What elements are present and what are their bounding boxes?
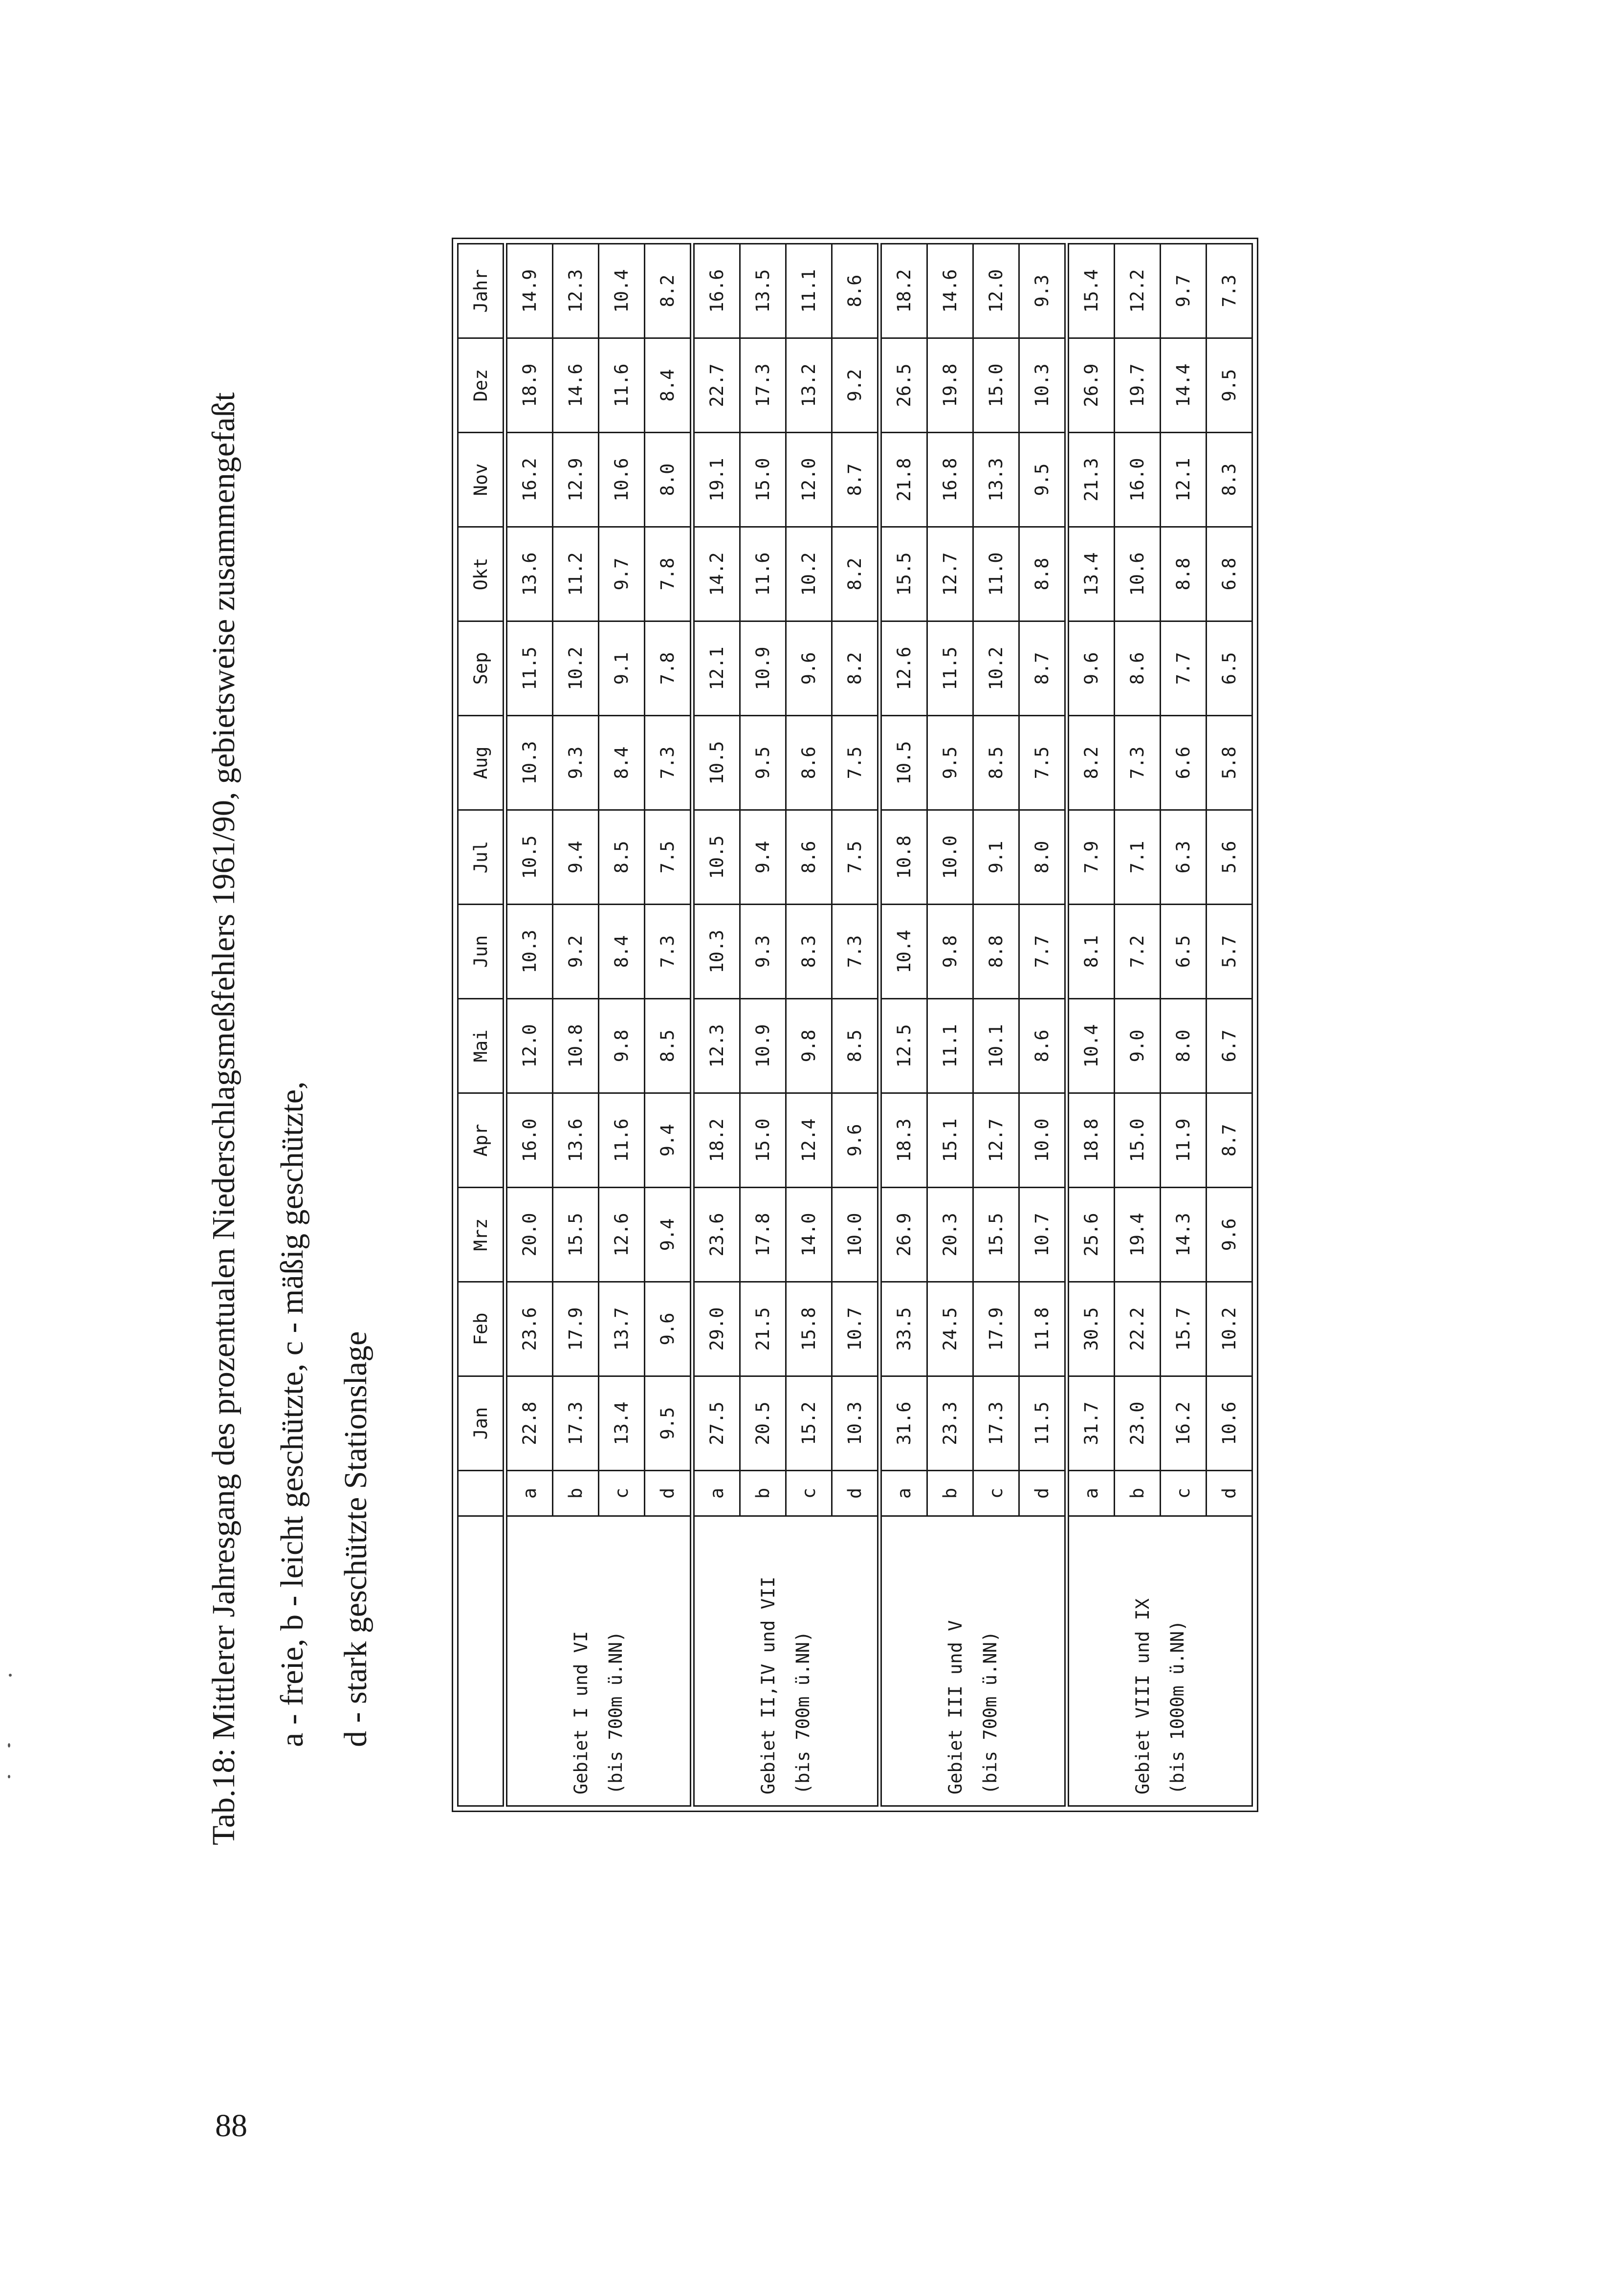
value-cell: 9.6: [1067, 621, 1115, 716]
value-cell: 8.6: [1115, 621, 1161, 716]
value-cell: 10.5: [505, 810, 553, 905]
value-cell: 9.5: [1207, 338, 1252, 433]
value-cell: 15.0: [1115, 1093, 1161, 1188]
value-cell: 13.3: [973, 433, 1019, 527]
value-cell: 13.4: [599, 1376, 645, 1471]
value-cell: 8.8: [1161, 527, 1207, 621]
value-cell: 9.6: [1207, 1188, 1252, 1282]
value-cell: 7.5: [832, 716, 880, 810]
value-cell: 20.0: [505, 1188, 553, 1282]
table-caption-title: Tab.18: Mittlerer Jahresgang des prozentualen Niederschlagsmeßfehlers 1961/90, gebietsweise zusammengefaßt: [206, 392, 241, 1845]
value-cell: 10.7: [1019, 1188, 1067, 1282]
value-cell: 21.3: [1067, 433, 1115, 527]
value-cell: 30.5: [1067, 1282, 1115, 1376]
exposure-class-cell: b: [740, 1471, 786, 1516]
value-cell: 12.0: [505, 999, 553, 1093]
value-cell: 10.2: [553, 621, 599, 716]
value-cell: 17.8: [740, 1188, 786, 1282]
value-cell: 8.6: [832, 244, 880, 338]
value-cell: 9.1: [599, 621, 645, 716]
value-cell: 6.7: [1207, 999, 1252, 1093]
value-cell: 24.5: [927, 1282, 973, 1376]
value-cell: 8.2: [1067, 716, 1115, 810]
value-cell: 11.5: [927, 621, 973, 716]
region-name: Gebiet II,IV und VII: [758, 1576, 779, 1794]
value-cell: 5.8: [1207, 716, 1252, 810]
value-cell: 31.7: [1067, 1376, 1115, 1471]
value-cell: 18.2: [692, 1093, 740, 1188]
value-cell: 7.5: [1019, 716, 1067, 810]
value-cell: 9.8: [927, 905, 973, 999]
value-cell: 8.0: [645, 433, 693, 527]
value-cell: 15.8: [786, 1282, 832, 1376]
value-cell: 9.6: [786, 621, 832, 716]
scan-speck: [9, 1674, 12, 1677]
value-cell: 22.8: [505, 1376, 553, 1471]
value-cell: 7.9: [1067, 810, 1115, 905]
value-cell: 26.5: [879, 338, 927, 433]
table-header-row: [458, 244, 505, 1806]
exposure-class-cell: d: [832, 1471, 880, 1516]
value-cell: 8.4: [645, 338, 693, 433]
value-cell: 16.2: [1161, 1376, 1207, 1471]
column-header: Okt: [458, 527, 505, 621]
value-cell: 12.1: [1161, 433, 1207, 527]
value-cell: 7.3: [832, 905, 880, 999]
value-cell: 10.2: [786, 527, 832, 621]
value-cell: 8.3: [1207, 433, 1252, 527]
exposure-class-cell: d: [1019, 1471, 1067, 1516]
value-cell: 16.2: [505, 433, 553, 527]
region-altitude-note: (bis 700m ü.NN): [605, 1631, 626, 1794]
value-cell: 12.0: [973, 244, 1019, 338]
value-cell: 21.5: [740, 1282, 786, 1376]
value-cell: 6.5: [1207, 621, 1252, 716]
value-cell: 17.9: [553, 1282, 599, 1376]
value-cell: 10.3: [832, 1376, 880, 1471]
value-cell: 8.6: [786, 810, 832, 905]
value-cell: 19.1: [692, 433, 740, 527]
value-cell: 8.6: [786, 716, 832, 810]
value-cell: 14.2: [692, 527, 740, 621]
value-cell: 29.0: [692, 1282, 740, 1376]
region-cell: [879, 1516, 1067, 1806]
value-cell: 11.0: [973, 527, 1019, 621]
column-header: Dez: [458, 338, 505, 433]
exposure-class-cell: d: [1207, 1471, 1252, 1516]
value-cell: 13.4: [1067, 527, 1115, 621]
value-cell: 8.2: [832, 527, 880, 621]
value-cell: 11.9: [1161, 1093, 1207, 1188]
value-cell: 9.3: [740, 905, 786, 999]
value-cell: 26.9: [879, 1188, 927, 1282]
value-cell: 8.7: [1207, 1093, 1252, 1188]
value-cell: 10.0: [832, 1188, 880, 1282]
value-cell: 11.5: [1019, 1376, 1067, 1471]
region-cell: [1067, 1516, 1252, 1806]
value-cell: 8.6: [1019, 999, 1067, 1093]
value-cell: 6.3: [1161, 810, 1207, 905]
value-cell: 10.5: [692, 810, 740, 905]
value-cell: 7.7: [1161, 621, 1207, 716]
value-cell: 15.1: [927, 1093, 973, 1188]
value-cell: 8.8: [1019, 527, 1067, 621]
value-cell: 8.0: [1161, 999, 1207, 1093]
exposure-class-cell: c: [1161, 1471, 1207, 1516]
value-cell: 10.3: [505, 905, 553, 999]
value-cell: 8.8: [973, 905, 1019, 999]
value-cell: 15.5: [879, 527, 927, 621]
value-cell: 9.6: [645, 1282, 693, 1376]
value-cell: 12.6: [879, 621, 927, 716]
value-cell: 7.3: [645, 905, 693, 999]
value-cell: 13.2: [786, 338, 832, 433]
value-cell: 27.5: [692, 1376, 740, 1471]
value-cell: 16.0: [505, 1093, 553, 1188]
value-cell: 23.6: [505, 1282, 553, 1376]
value-cell: 13.5: [740, 244, 786, 338]
value-cell: 7.3: [645, 716, 693, 810]
value-cell: 6.6: [1161, 716, 1207, 810]
value-cell: 10.3: [692, 905, 740, 999]
value-cell: 14.3: [1161, 1188, 1207, 1282]
exposure-class-cell: c: [786, 1471, 832, 1516]
value-cell: 10.9: [740, 999, 786, 1093]
value-cell: 9.6: [832, 1093, 880, 1188]
value-cell: 12.4: [786, 1093, 832, 1188]
value-cell: 18.8: [1067, 1093, 1115, 1188]
table-caption-legend-line-2: d - stark geschützte Stationslage: [338, 1331, 373, 1747]
region-altitude-note: (bis 700m ü.NN): [979, 1631, 1001, 1794]
value-cell: 8.1: [1067, 905, 1115, 999]
value-cell: 8.5: [599, 810, 645, 905]
value-cell: 10.3: [1019, 338, 1067, 433]
value-cell: 10.5: [879, 716, 927, 810]
value-cell: 9.8: [786, 999, 832, 1093]
value-cell: 8.2: [832, 621, 880, 716]
value-cell: 9.5: [1019, 433, 1067, 527]
value-cell: 9.4: [553, 810, 599, 905]
value-cell: 23.3: [927, 1376, 973, 1471]
value-cell: 9.8: [599, 999, 645, 1093]
value-cell: 31.6: [879, 1376, 927, 1471]
table-row: [505, 244, 553, 1806]
value-cell: 23.6: [692, 1188, 740, 1282]
value-cell: 9.1: [973, 810, 1019, 905]
value-cell: 10.7: [832, 1282, 880, 1376]
value-cell: 12.1: [692, 621, 740, 716]
value-cell: 9.5: [645, 1376, 693, 1471]
value-cell: 17.3: [553, 1376, 599, 1471]
exposure-class-cell: a: [505, 1471, 553, 1516]
value-cell: 21.8: [879, 433, 927, 527]
value-cell: 15.2: [786, 1376, 832, 1471]
value-cell: 8.0: [1019, 810, 1067, 905]
value-cell: 8.5: [832, 999, 880, 1093]
value-cell: 12.3: [553, 244, 599, 338]
value-cell: 8.4: [599, 905, 645, 999]
exposure-class-cell: b: [927, 1471, 973, 1516]
exposure-class-cell: a: [692, 1471, 740, 1516]
value-cell: 10.6: [1207, 1376, 1252, 1471]
value-cell: 5.7: [1207, 905, 1252, 999]
value-cell: 13.7: [599, 1282, 645, 1376]
value-cell: 12.7: [973, 1093, 1019, 1188]
value-cell: 10.8: [879, 810, 927, 905]
value-cell: 15.0: [973, 338, 1019, 433]
value-cell: 14.0: [786, 1188, 832, 1282]
value-cell: 7.5: [832, 810, 880, 905]
value-cell: 7.8: [645, 621, 693, 716]
value-cell: 12.9: [553, 433, 599, 527]
value-cell: 9.4: [645, 1188, 693, 1282]
value-cell: 14.6: [927, 244, 973, 338]
table-caption-legend-line-1: a - freie, b - leicht geschützte, c - mäßig geschützte,: [274, 1081, 310, 1747]
header-corner-cell: [458, 1516, 505, 1806]
value-cell: 9.3: [1019, 244, 1067, 338]
region-altitude-note: (bis 1000m ü.NN): [1166, 1620, 1188, 1794]
value-cell: 23.0: [1115, 1376, 1161, 1471]
value-cell: 11.5: [505, 621, 553, 716]
table-frame: [452, 238, 1258, 1812]
column-header: Jun: [458, 905, 505, 999]
value-cell: 11.1: [927, 999, 973, 1093]
page-number: 88: [215, 2108, 247, 2144]
value-cell: 9.3: [553, 716, 599, 810]
value-cell: 11.1: [786, 244, 832, 338]
value-cell: 15.4: [1067, 244, 1115, 338]
value-cell: 10.4: [879, 905, 927, 999]
value-cell: 8.4: [599, 716, 645, 810]
exposure-class-cell: c: [973, 1471, 1019, 1516]
value-cell: 12.5: [879, 999, 927, 1093]
value-cell: 20.3: [927, 1188, 973, 1282]
value-cell: 9.7: [1161, 244, 1207, 338]
value-cell: 10.6: [1115, 527, 1161, 621]
scan-speck: [8, 1743, 10, 1748]
value-cell: 10.4: [599, 244, 645, 338]
value-cell: 9.0: [1115, 999, 1161, 1093]
value-cell: 16.0: [1115, 433, 1161, 527]
value-cell: 7.3: [1115, 716, 1161, 810]
value-cell: 12.2: [1115, 244, 1161, 338]
value-cell: 10.2: [1207, 1282, 1252, 1376]
exposure-class-cell: a: [879, 1471, 927, 1516]
value-cell: 7.8: [645, 527, 693, 621]
value-cell: 15.5: [553, 1188, 599, 1282]
header-class-cell: [458, 1471, 505, 1516]
value-cell: 7.2: [1115, 905, 1161, 999]
value-cell: 9.2: [553, 905, 599, 999]
value-cell: 14.6: [553, 338, 599, 433]
value-cell: 10.1: [973, 999, 1019, 1093]
value-cell: 17.9: [973, 1282, 1019, 1376]
exposure-class-cell: d: [645, 1471, 693, 1516]
region-name: Gebiet III und V: [945, 1620, 966, 1794]
value-cell: 11.8: [1019, 1282, 1067, 1376]
value-cell: 10.2: [973, 621, 1019, 716]
value-cell: 8.5: [973, 716, 1019, 810]
value-cell: 9.5: [927, 716, 973, 810]
region-altitude-note: (bis 700m ü.NN): [792, 1631, 813, 1794]
value-cell: 9.2: [832, 338, 880, 433]
column-header: Jan: [458, 1376, 505, 1471]
value-cell: 18.2: [879, 244, 927, 338]
value-cell: 19.4: [1115, 1188, 1161, 1282]
column-header: Sep: [458, 621, 505, 716]
value-cell: 9.5: [740, 716, 786, 810]
value-cell: 5.6: [1207, 810, 1252, 905]
scan-speck: [8, 1775, 10, 1778]
value-cell: 25.6: [1067, 1188, 1115, 1282]
value-cell: 8.5: [645, 999, 693, 1093]
value-cell: 11.6: [599, 338, 645, 433]
value-cell: 8.7: [1019, 621, 1067, 716]
value-cell: 17.3: [973, 1376, 1019, 1471]
value-cell: 12.0: [786, 433, 832, 527]
column-header: Mai: [458, 999, 505, 1093]
value-cell: 15.0: [740, 433, 786, 527]
value-cell: 10.8: [553, 999, 599, 1093]
value-cell: 9.7: [599, 527, 645, 621]
exposure-class-cell: b: [553, 1471, 599, 1516]
value-cell: 6.8: [1207, 527, 1252, 621]
value-cell: 11.6: [740, 527, 786, 621]
value-cell: 18.3: [879, 1093, 927, 1188]
value-cell: 7.1: [1115, 810, 1161, 905]
region-name: Gebiet VIII und IX: [1132, 1598, 1154, 1794]
value-cell: 12.3: [692, 999, 740, 1093]
column-header: Aug: [458, 716, 505, 810]
value-cell: 22.7: [692, 338, 740, 433]
value-cell: 10.0: [1019, 1093, 1067, 1188]
value-cell: 20.5: [740, 1376, 786, 1471]
value-cell: 10.5: [692, 716, 740, 810]
value-cell: 14.9: [505, 244, 553, 338]
region-cell: [505, 1516, 692, 1806]
value-cell: 17.3: [740, 338, 786, 433]
value-cell: 11.2: [553, 527, 599, 621]
region-name: Gebiet I und VI: [571, 1631, 592, 1794]
exposure-class-cell: a: [1067, 1471, 1115, 1516]
exposure-class-cell: c: [599, 1471, 645, 1516]
table-row: [879, 244, 927, 1806]
value-cell: 12.6: [599, 1188, 645, 1282]
value-cell: 9.4: [645, 1093, 693, 1188]
value-cell: 16.8: [927, 433, 973, 527]
value-cell: 12.7: [927, 527, 973, 621]
value-cell: 8.7: [832, 433, 880, 527]
table-row: [692, 244, 740, 1806]
column-header: Feb: [458, 1282, 505, 1376]
value-cell: 7.3: [1207, 244, 1252, 338]
column-header: Apr: [458, 1093, 505, 1188]
column-header: Mrz: [458, 1188, 505, 1282]
value-cell: 14.4: [1161, 338, 1207, 433]
value-cell: 19.7: [1115, 338, 1161, 433]
value-cell: 8.3: [786, 905, 832, 999]
value-cell: 7.5: [645, 810, 693, 905]
value-cell: 13.6: [505, 527, 553, 621]
value-cell: 15.7: [1161, 1282, 1207, 1376]
value-cell: 6.5: [1161, 905, 1207, 999]
precipitation-error-table: [457, 243, 1253, 1807]
column-header: Jul: [458, 810, 505, 905]
value-cell: 22.2: [1115, 1282, 1161, 1376]
value-cell: 10.0: [927, 810, 973, 905]
value-cell: 26.9: [1067, 338, 1115, 433]
value-cell: 16.6: [692, 244, 740, 338]
value-cell: 13.6: [553, 1093, 599, 1188]
column-header: Jahr: [458, 244, 505, 338]
value-cell: 10.9: [740, 621, 786, 716]
value-cell: 15.0: [740, 1093, 786, 1188]
column-header: Nov: [458, 433, 505, 527]
value-cell: 9.4: [740, 810, 786, 905]
table-row: [1067, 244, 1115, 1806]
value-cell: 15.5: [973, 1188, 1019, 1282]
value-cell: 11.6: [599, 1093, 645, 1188]
value-cell: 7.7: [1019, 905, 1067, 999]
value-cell: 10.6: [599, 433, 645, 527]
value-cell: 33.5: [879, 1282, 927, 1376]
value-cell: 10.3: [505, 716, 553, 810]
value-cell: 19.8: [927, 338, 973, 433]
exposure-class-cell: b: [1115, 1471, 1161, 1516]
value-cell: 18.9: [505, 338, 553, 433]
value-cell: 10.4: [1067, 999, 1115, 1093]
region-cell: [692, 1516, 879, 1806]
value-cell: 8.2: [645, 244, 693, 338]
